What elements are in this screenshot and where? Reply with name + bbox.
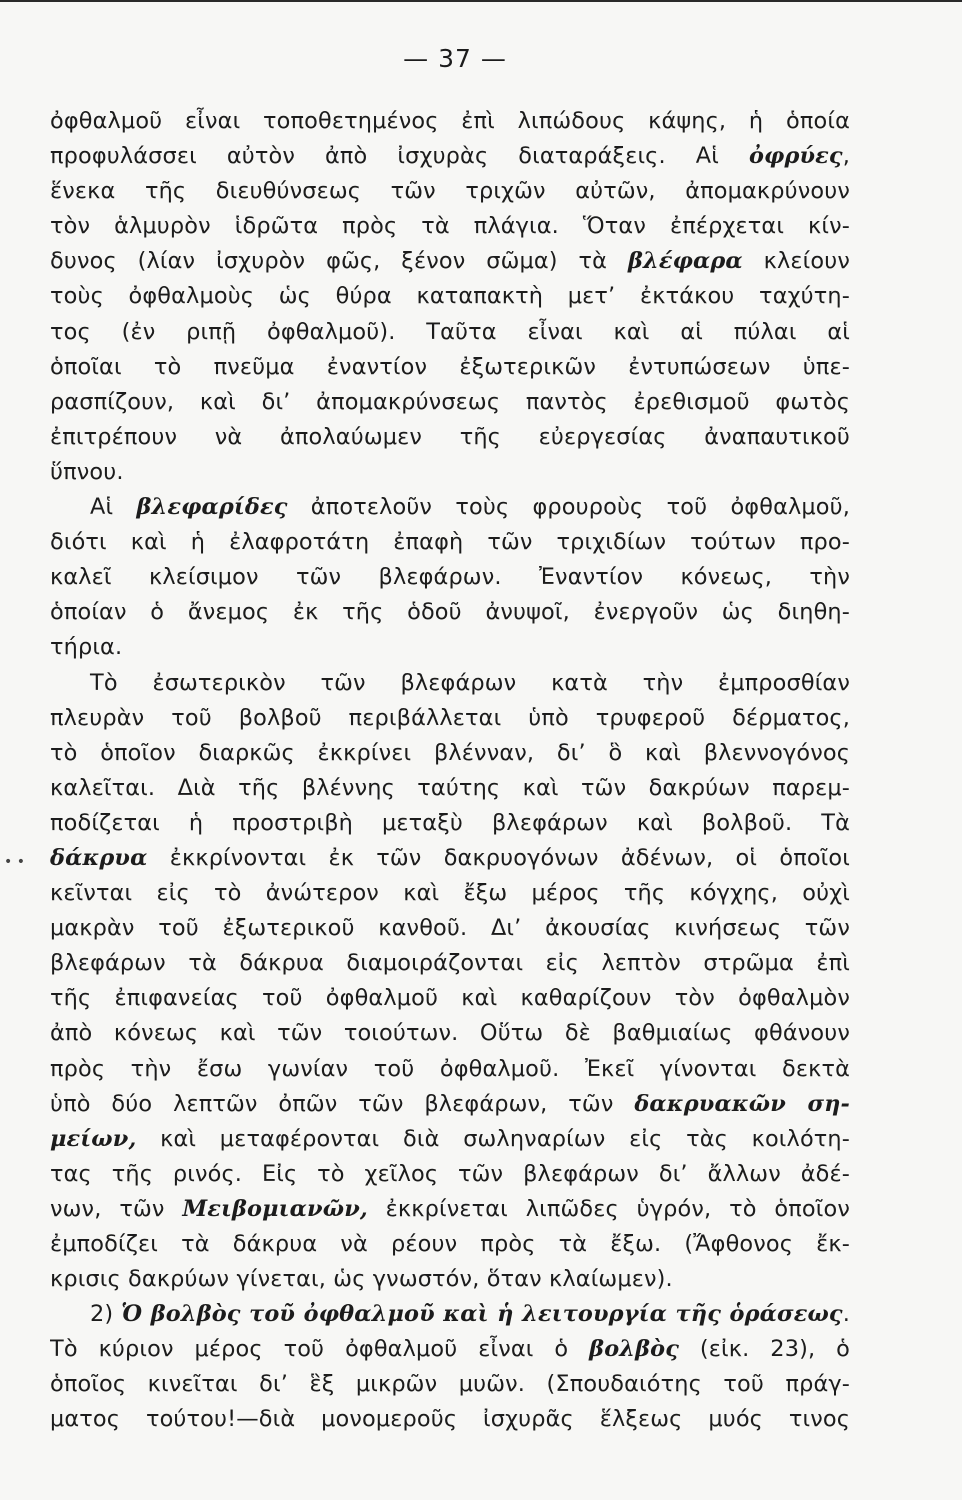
text-line (50, 1052, 850, 1087)
line-text: ἐμποδίζει τὰ δάκρυα νὰ ρέουν πρὸς τὰ ἔξω. (Ἄφθονος ἔκ- (50, 1231, 850, 1257)
emphasized-term: ὀφρύες (748, 143, 843, 170)
line-text: ἐπιτρέπουν νὰ ἀπολαύωμεν τῆς εὐεργεσίας ἀναπαυτικοῦ (50, 423, 850, 450)
text-line (50, 1297, 850, 1332)
line-text: κλείουν (742, 248, 850, 275)
text-line (50, 1016, 850, 1051)
top-edge-rule (0, 0, 962, 2)
text-line (50, 560, 850, 595)
line-text: ὕπνου. (50, 458, 124, 485)
line-text: πλευρὰν τοῦ βολβοῦ περιβάλλεται ὑπὸ τρυφεροῦ δέρματος, (50, 704, 850, 731)
line-text: τήρια. (50, 634, 123, 661)
emphasized-term: βολβὸς (589, 1336, 680, 1363)
line-text: ἀποτελοῦν τοὺς φρουροὺς τοῦ ὀφθαλμοῦ, (287, 494, 850, 521)
text-line (50, 244, 850, 279)
line-text: τοὺς ὀφθαλμοὺς ὡς θύρα καταπακτὴ μετ’ ἐκτάκου ταχύτη- (50, 283, 850, 310)
line-text: ὀφθαλμοῦ εἶναι τοποθετημένος ἐπὶ λιπώδους κάψης, ἡ ὁποία (50, 108, 850, 134)
text-line (50, 104, 850, 139)
line-text: , (842, 143, 850, 170)
text-line (50, 981, 850, 1016)
line-text: ὁποῖος κινεῖται δι’ ἓξ μικρῶν μυῶν. (Σπουδαιότης τοῦ πράγ- (50, 1371, 850, 1398)
text-line (50, 350, 850, 385)
line-text: καὶ μεταφέρονται διὰ σωληναρίων εἰς τὰς κοιλότη- (136, 1125, 850, 1152)
line-text: τας τῆς ρινός. Εἰς τὸ χεῖλος τῶν βλεφάρων δι’ ἄλλων ἀδέ- (50, 1160, 850, 1187)
text-line (50, 279, 850, 314)
text-line (50, 771, 850, 806)
line-text: Τὸ κύριον μέρος τοῦ ὀφθαλμοῦ εἶναι ὁ (50, 1336, 590, 1363)
text-line (50, 1227, 850, 1262)
text-line (50, 1402, 850, 1437)
margin-marks: • • (4, 854, 25, 870)
emphasized-term: Ὁ βολβὸς τοῦ ὀφθαλμοῦ καὶ ἡ λειτουργία τῆς ὁράσεως (121, 1301, 843, 1328)
text-line (50, 209, 850, 244)
text-line (50, 455, 850, 490)
text-line (50, 490, 850, 525)
line-text: ἀπὸ κόνεως καὶ τῶν τοιούτων. Οὕτω δὲ βαθμιαίως φθάνουν (50, 1020, 850, 1047)
text-line (50, 876, 850, 911)
text-line (50, 1192, 850, 1227)
emphasized-term: μείων, (50, 1125, 137, 1152)
line-text: νων, τῶν (50, 1195, 183, 1222)
line-text: ποδίζεται ἡ προστριβὴ μεταξὺ βλεφάρων καὶ βολβοῦ. Τὰ (50, 809, 850, 836)
text-line (50, 1367, 850, 1402)
text-line (50, 736, 850, 771)
emphasized-term: Μειβομιανῶν, (182, 1195, 368, 1222)
text-line (50, 911, 850, 946)
body-text (50, 104, 850, 1438)
text-line (50, 420, 850, 455)
line-text: Αἱ (90, 494, 137, 521)
emphasized-term: βλεφαρίδες (136, 494, 288, 521)
line-text: ρασπίζουν, καὶ δι’ ἀπομακρύνσεως παντὸς ἐρεθισμοῦ φωτὸς (50, 388, 850, 415)
line-text: (εἰκ. 23), ὁ (679, 1336, 850, 1363)
line-text: τὸν ἁλμυρὸν ἱδρῶτα πρὸς τὰ πλάγια. Ὅταν ἐπέρχεται κίν- (50, 213, 850, 240)
text-line (50, 1332, 850, 1367)
text-line (50, 174, 850, 209)
line-text: πρὸς τὴν ἔσω γωνίαν τοῦ ὀφθαλμοῦ. Ἐκεῖ γίνονται δεκτὰ (50, 1055, 850, 1082)
line-text: δυνος (λίαν ἰσχυρὸν φῶς, ξένον σῶμα) τὰ (50, 248, 628, 275)
line-text: Τὸ ἐσωτερικὸν τῶν βλεφάρων κατὰ τὴν ἐμπροσθίαν (90, 669, 850, 696)
text-line (50, 701, 850, 736)
emphasized-term: βλέφαρα (627, 248, 743, 275)
text-line (50, 1157, 850, 1192)
line-text: 2) (90, 1301, 122, 1328)
line-text: μακρὰν τοῦ ἐξωτερικοῦ κανθοῦ. Δι’ ἀκουσίας κινήσεως τῶν (50, 915, 850, 942)
text-line (50, 1087, 850, 1122)
line-text: κρισις δακρύων γίνεται, ὡς γνωστόν, ὅταν κλαίωμεν). (50, 1266, 673, 1293)
line-text: ὁποίαν ὁ ἄνεμος ἐκ τῆς ὁδοῦ ἀνυψοῖ, ἐνεργοῦν ὡς διηθη- (50, 599, 850, 626)
emphasized-term: δάκρυα (50, 844, 148, 871)
text-line (50, 1122, 850, 1157)
line-text: . (842, 1301, 850, 1328)
emphasized-term: δακρυακῶν ση- (634, 1090, 850, 1117)
text-line (50, 595, 850, 630)
line-text: βλεφάρων τὰ δάκρυα διαμοιράζονται εἰς λεπτὸν στρῶμα ἐπὶ (50, 950, 850, 977)
page-number: — 37 — (403, 44, 507, 73)
line-text: καλεῖ κλείσιμον τῶν βλεφάρων. Ἐναντίον κόνεως, τὴν (50, 564, 850, 591)
line-text: καλεῖται. Διὰ τῆς βλέννης ταύτης καὶ τῶν δακρύων παρεμ- (50, 774, 850, 801)
line-text: ἕνεκα τῆς διευθύνσεως τῶν τριχῶν αὐτῶν, ἀπομακρύνουν (50, 178, 850, 205)
line-text: ἐκκρίνονται ἐκ τῶν δακρυογόνων ἀδένων, οἱ ὁποῖοι (147, 844, 850, 871)
line-text: τος (ἐν ριπῇ ὀφθαλμοῦ). Ταῦτα εἶναι καὶ αἱ πύλαι αἱ (50, 318, 850, 345)
line-text: διότι καὶ ἡ ἐλαφροτάτη ἐπαφὴ τῶν τριχιδίων τούτων προ- (50, 529, 850, 556)
line-text: τὸ ὁποῖον διαρκῶς ἐκκρίνει βλένναν, δι’ ὃ καὶ βλεννογόνος (50, 739, 850, 766)
text-line (50, 385, 850, 420)
text-line (50, 315, 850, 350)
text-line (50, 1262, 850, 1297)
text-line (50, 806, 850, 841)
text-line (50, 946, 850, 981)
line-text: ὁποῖαι τὸ πνεῦμα ἐναντίον ἐξωτερικῶν ἐντυπώσεων ὑπε- (50, 353, 850, 380)
text-line (50, 630, 850, 665)
line-text: ἐκκρίνεται λιπῶδες ὑγρόν, τὸ ὁποῖον (367, 1195, 850, 1222)
text-line (50, 139, 850, 174)
line-text: κεῖνται εἰς τὸ ἀνώτερον καὶ ἔξω μέρος τῆς κόγχης, οὐχὶ (50, 880, 850, 907)
line-text: ὑπὸ δύο λεπτῶν ὀπῶν τῶν βλεφάρων, τῶν (50, 1090, 635, 1117)
line-text: ματος τούτου!—διὰ μονομεροῦς ἰσχυρᾶς ἕλξεως μυός τινος (50, 1406, 850, 1433)
text-line (50, 841, 850, 876)
text-line (50, 666, 850, 701)
line-text: τῆς ἐπιφανείας τοῦ ὀφθαλμοῦ καὶ καθαρίζουν τὸν ὀφθαλμὸν (50, 985, 850, 1012)
line-text: προφυλάσσει αὐτὸν ἀπὸ ἰσχυρὰς διαταράξεις. Αἱ (50, 143, 749, 170)
text-line (50, 525, 850, 560)
